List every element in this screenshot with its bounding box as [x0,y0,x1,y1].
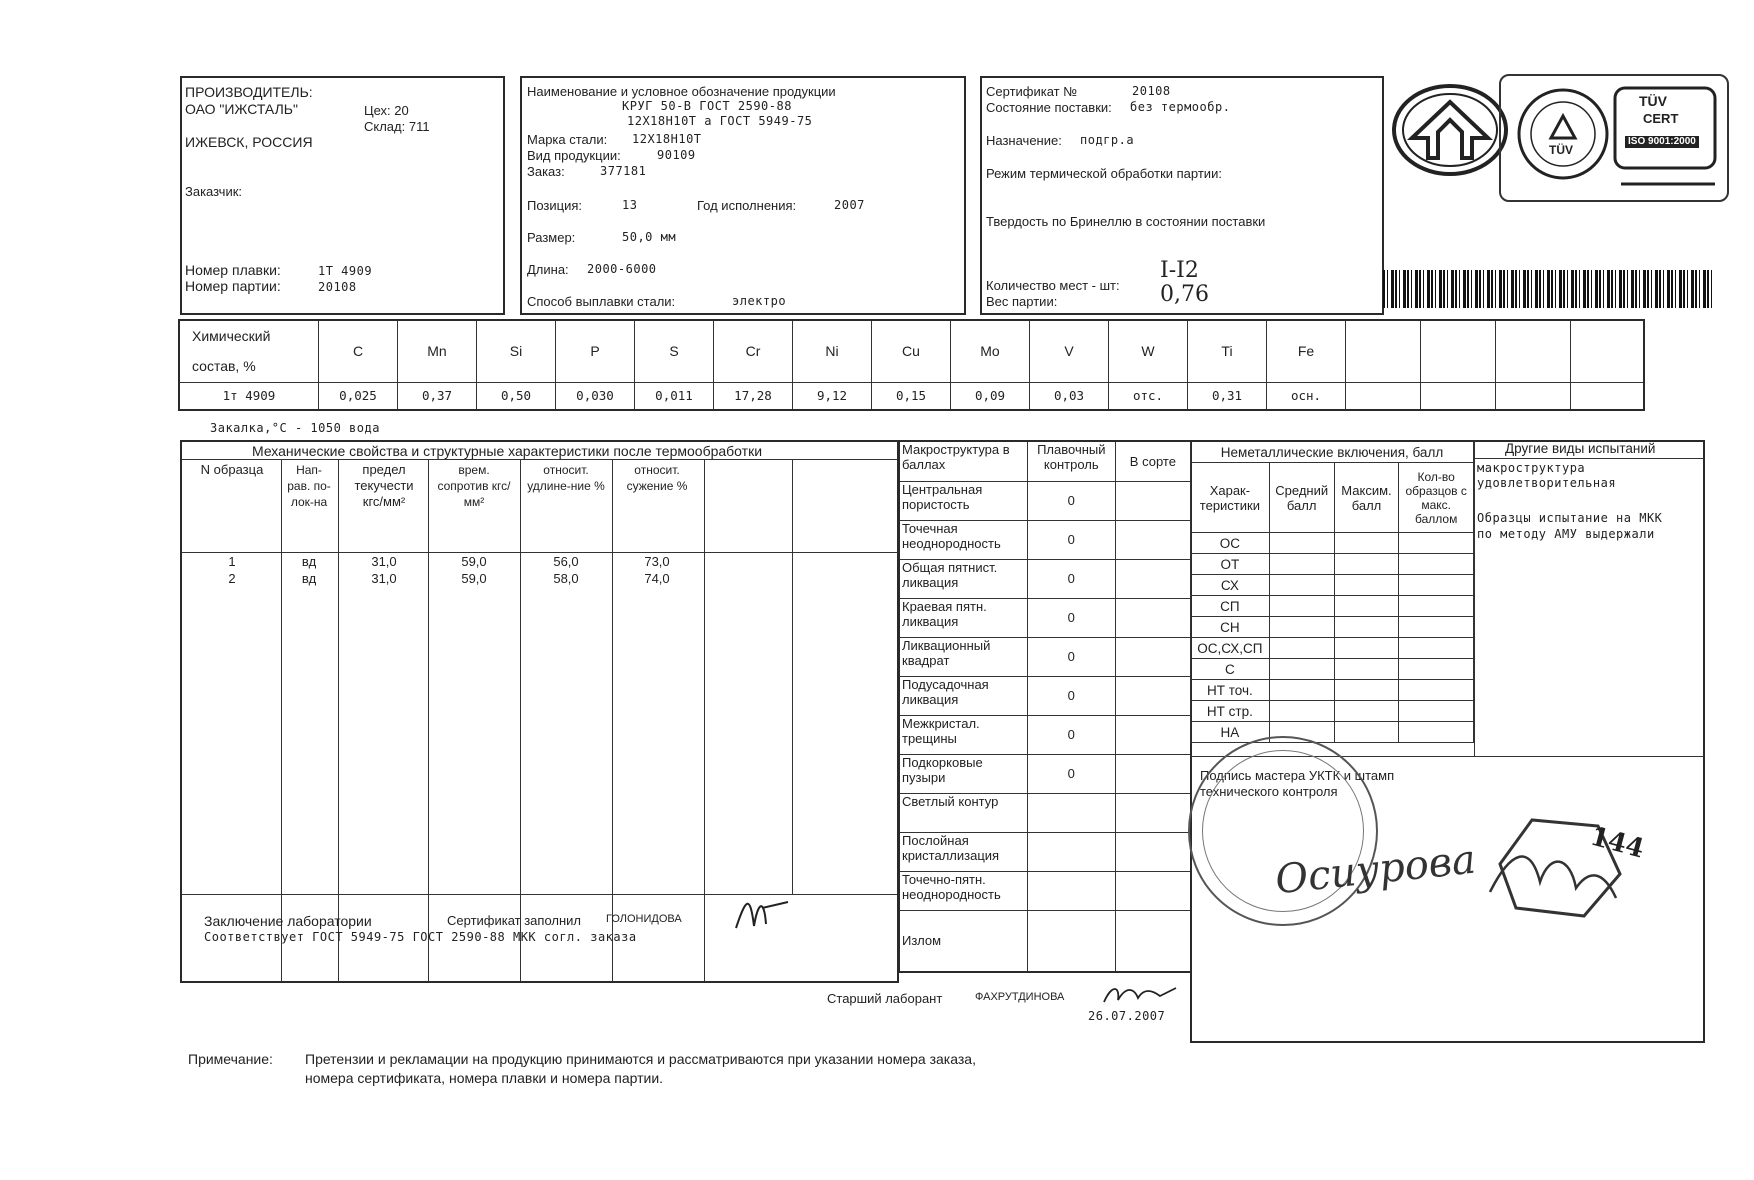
senior-name: ФАХРУТДИНОВА [975,991,1065,1003]
macro-col-sort: В сорте [1115,441,1191,481]
value-cu: 0,15 [872,382,951,410]
value-mo: 0,09 [951,382,1030,410]
table-row: ОС,СХ,СП [1191,638,1474,659]
master-signature-label: Подпись мастера УКТК и штамп технического контроля [1200,768,1395,799]
chemistry-header [179,320,319,382]
table-row: Точечная неоднородность 0 [899,520,1191,559]
type-label: Вид продукции: [527,148,621,163]
element-cu: Cu [872,320,951,382]
table-row: ОС [1191,533,1474,554]
element-w: W [1109,320,1188,382]
senior-label: Старший лаборант [827,991,943,1006]
year-label: Год исполнения: [697,198,797,213]
table-row: НТ точ. [1191,680,1474,701]
incl-col-count: Кол-во образцов с макс. баллом [1399,463,1474,533]
incl-col-char: Харак-теристики [1191,463,1270,533]
purpose-label: Назначение: [986,133,1062,148]
master-signature: Осиурова [1273,836,1478,904]
col-reduction: относит. сужение % [626,463,688,493]
heat-number-label: Номер плавки: [185,262,281,278]
note-line2: номера сертификата, номера плавки и номера партии. [305,1070,664,1086]
element-c: C [319,320,398,382]
product-line1: КРУГ 50-В ГОСТ 2590-88 [622,99,792,113]
macro-table [898,440,1192,973]
tuv-text-2: TÜV [1639,93,1667,109]
table-row: Подкорковые пузыри 0 [899,754,1191,793]
table-row: С [1191,659,1474,680]
senior-signature-icon [1100,980,1180,1010]
inclusions-table [1190,440,1474,743]
position-value: 13 [622,198,638,212]
places-label: Количество мест - шт: [986,278,1120,293]
customer-label: Заказчик: [185,184,243,199]
chemistry-header-line2: состав, % [192,358,256,375]
table-row: Краевая пятн. ликвация 0 [899,598,1191,637]
chemistry-header-line1: Химический [192,328,271,345]
barcode [1383,270,1713,308]
value-ti: 0,31 [1188,382,1267,410]
table-row: СП [1191,596,1474,617]
position-label: Позиция: [527,198,583,213]
other-tests-line4: по методу АМУ выдержали [1477,527,1655,541]
row1-n: 1 [228,554,236,569]
value-p: 0,030 [556,382,635,410]
cert-text: CERT [1643,111,1679,126]
table-row: Подусадочная ликвация 0 [899,676,1191,715]
places-value: I-I2 [1160,258,1199,283]
conclusion-label: Заключение лаборатории [204,913,372,929]
row2-reduct: 74,0 [644,571,670,586]
value-c: 0,025 [319,382,398,410]
other-tests-line1: макроструктура [1477,461,1586,475]
inclusions-title: Неметаллические включения, балл [1191,441,1474,463]
other-tests-line3: Образцы испытание на МКК [1477,511,1663,525]
conclusion-date: 26.07.2007 [1088,1009,1166,1023]
order-value: 377181 [600,164,647,178]
element-s: S [635,320,714,382]
row1-elong: 56,0 [553,554,579,569]
value-v: 0,03 [1030,382,1109,410]
col-elongation: относит. удлине-ние % [527,463,605,493]
value-cr: 17,28 [714,382,793,410]
tuv-cert-logo [1499,74,1729,202]
size-label: Размер: [527,230,576,245]
element-mo: Mo [951,320,1030,382]
producer-label: ПРОИЗВОДИТЕЛЬ: [185,84,313,100]
incl-col-max: Максим. балл [1334,463,1399,533]
producer-workshop: Цех: 20 [364,103,409,118]
grade-label: Марка стали: [527,132,608,147]
row2-dir: вд [301,571,317,586]
length-label: Длина: [527,262,569,277]
weight-value: 0,76 [1160,282,1209,307]
producer-warehouse: Склад: 711 [364,119,430,134]
heat-number-value: 1Т 4909 [318,264,373,278]
certificate-number-label: Сертификат № [986,84,1078,99]
table-row: Общая пятнист. ликвация 0 [899,559,1191,598]
row1-yield: 31,0 [371,554,397,569]
table-row: НА [1191,722,1474,743]
incl-col-avg: Средний балл [1269,463,1334,533]
filled-by-name: ГОЛОНИДОВА [606,913,682,925]
table-row: СН [1191,617,1474,638]
row2-yield: 31,0 [371,571,397,586]
element-ti: Ti [1188,320,1267,382]
value-mn: 0,37 [398,382,477,410]
macro-title: Макроструктура в баллах [899,441,1027,481]
hardness-label: Твердость по Бринеллю в состоянии поставки [986,214,1266,229]
mechanical-table [180,440,899,983]
melt-value: электро [732,294,787,308]
element-v: V [1030,320,1109,382]
col-sample-number: N образца [200,462,264,477]
macro-col-heat: Плавочный контроль [1027,441,1115,481]
heat-treatment-label: Режим термической обработки партии: [986,166,1222,181]
value-ni: 9,12 [793,382,872,410]
value-si: 0,50 [477,382,556,410]
stamp-number: 144 [1587,821,1648,865]
tuv-text: TÜV [1549,143,1573,157]
weight-label: Вес партии: [986,294,1058,309]
purpose-value: подгр.а [1080,133,1135,147]
col-direction: Нап-рав. по-лок-на [287,463,331,509]
producer-city: ИЖЕВСК, РОССИЯ [185,134,313,150]
iso-text: ISO 9001:2000 [1625,136,1699,148]
element-si: Si [477,320,556,382]
row1-dir: вд [301,554,317,569]
order-label: Заказ: [527,164,565,179]
row2-n: 2 [228,571,236,586]
type-value: 90109 [657,148,696,162]
element-ni: Ni [793,320,872,382]
other-tests-line2: удовлетворительная [1477,476,1617,490]
producer-box [180,76,505,315]
col-tensile: врем. сопротив кгс/мм² [437,463,511,509]
filled-by-label: Сертификат заполнил [447,913,582,928]
note-line1: Претензии и рекламации на продукцию принимаются и рассматриваются при указании номера заказа, [305,1051,976,1067]
table-row: Межкристал. трещины 0 [899,715,1191,754]
value-w: отс. [1109,382,1188,410]
batch-number-value: 20108 [318,280,357,294]
value-fe: осн. [1267,382,1346,410]
row1-reduct: 73,0 [644,554,670,569]
company-logo-icon [1390,80,1510,180]
mechanical-title: Механические свойства и структурные характеристики после термообработки [252,443,763,459]
row2-tensile: 59,0 [461,571,487,586]
lab-signature-icon [732,888,792,934]
note-label: Примечание: [188,1051,273,1067]
row2-elong: 58,0 [553,571,579,586]
table-row: Светлый контур [899,793,1191,832]
element-cr: Cr [714,320,793,382]
length-value: 2000-6000 [587,262,657,276]
chemistry-table [178,319,1645,411]
product-box [520,76,966,315]
product-title: Наименование и условное обозначение продукции [527,84,836,99]
element-mn: Mn [398,320,477,382]
table-row: ОТ [1191,554,1474,575]
row1-tensile: 59,0 [461,554,487,569]
table-row: Ликвационный квадрат 0 [899,637,1191,676]
col-yield: предел текучести кгс/мм² [354,462,414,509]
certificate-number-value: 20108 [1132,84,1171,98]
delivery-label: Состояние поставки: [986,100,1112,115]
value-s: 0,011 [635,382,714,410]
product-line2: 12Х18Н10Т а ГОСТ 5949-75 [627,114,813,128]
table-row: Точечно-пятн. неоднородность [899,871,1191,910]
year-value: 2007 [834,198,865,212]
quench-note: Закалка,°С - 1050 вода [210,421,380,435]
table-row: Центральная пористость 0 [899,481,1191,520]
other-tests-title: Другие виды испытаний [1505,441,1656,456]
grade-value: 12Х18Н10Т [632,132,702,146]
melt-label: Способ выплавки стали: [527,294,676,309]
batch-number-label: Номер партии: [185,278,281,294]
producer-company: ОАО "ИЖСТАЛЬ" [185,101,298,117]
certificate-box [980,76,1384,315]
element-fe: Fe [1267,320,1346,382]
chemistry-heat: 1т 4909 [179,382,319,410]
table-row: НТ стр. [1191,701,1474,722]
size-value: 50,0 мм [622,230,677,244]
table-row: СХ [1191,575,1474,596]
conclusion-text: Соответствует ГОСТ 5949-75 ГОСТ 2590-88 МКК согл. заказа [204,930,637,944]
table-row: Послойная кристаллизация [899,832,1191,871]
element-p: P [556,320,635,382]
delivery-value: без термообр. [1130,100,1231,114]
table-row: Излом [899,910,1191,972]
